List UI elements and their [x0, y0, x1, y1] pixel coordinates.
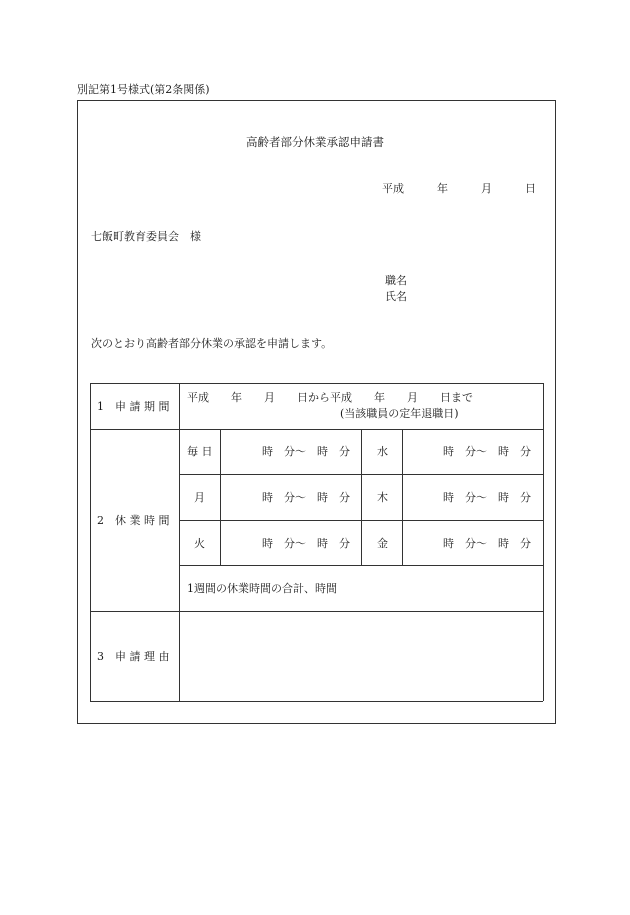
table-border-right — [543, 383, 544, 701]
weekly-total-text: 1週間の休業時間の合計、時間 — [187, 582, 337, 595]
date-day: 日 — [525, 182, 536, 195]
job-title-label: 職名 — [385, 274, 407, 287]
hours-friday: 時 分〜 時 分 — [443, 537, 531, 550]
date-line — [382, 183, 536, 194]
row2-label: 2 休 業 時 間 — [97, 514, 170, 527]
row1-label: 1 申 請 期 間 — [97, 400, 170, 413]
hours-monday: 時 分〜 時 分 — [262, 491, 350, 504]
retirement-date-note: (当該職員の定年退職日) — [340, 407, 459, 420]
day-col-divider-2 — [361, 429, 362, 565]
label-column-divider — [179, 383, 180, 701]
day-thursday: 木 — [377, 491, 388, 504]
addressee: 七飯町教育委員会 様 — [91, 230, 201, 243]
table-border-left — [90, 383, 91, 701]
hours-tuesday: 時 分〜 時 分 — [262, 537, 350, 550]
day-tuesday: 火 — [194, 537, 205, 550]
form-header: 別記第1号様式(第2条関係) — [77, 83, 210, 96]
form-title: 高齢者部分休業承認申請書 — [246, 135, 384, 149]
day-everyday: 毎 日 — [187, 445, 213, 458]
day-monday: 月 — [194, 491, 205, 504]
row3-label: 3 申 請 理 由 — [97, 650, 170, 663]
table-border-top — [90, 383, 543, 384]
hours-thursday: 時 分〜 時 分 — [443, 491, 531, 504]
table-border-bottom — [90, 701, 543, 702]
application-table — [90, 383, 543, 701]
hours-everyday: 時 分〜 時 分 — [262, 445, 350, 458]
day-wednesday: 水 — [377, 445, 388, 458]
date-year: 年 — [437, 182, 448, 195]
date-month: 月 — [481, 182, 492, 195]
name-label: 氏名 — [385, 290, 407, 303]
day-grid-line-3 — [179, 565, 543, 566]
row2-separator — [90, 611, 543, 612]
reason-field[interactable] — [187, 623, 532, 691]
day-col-divider-3 — [402, 429, 403, 565]
day-friday: 金 — [377, 537, 388, 550]
day-col-divider-1 — [220, 429, 221, 565]
row1-separator — [90, 429, 543, 430]
hours-wednesday: 時 分〜 時 分 — [443, 445, 531, 458]
request-sentence: 次のとおり高齢者部分休業の承認を申請します。 — [91, 337, 333, 350]
date-era: 平成 — [382, 182, 404, 195]
application-period-line: 平成 年 月 日から平成 年 月 日まで — [187, 391, 473, 404]
